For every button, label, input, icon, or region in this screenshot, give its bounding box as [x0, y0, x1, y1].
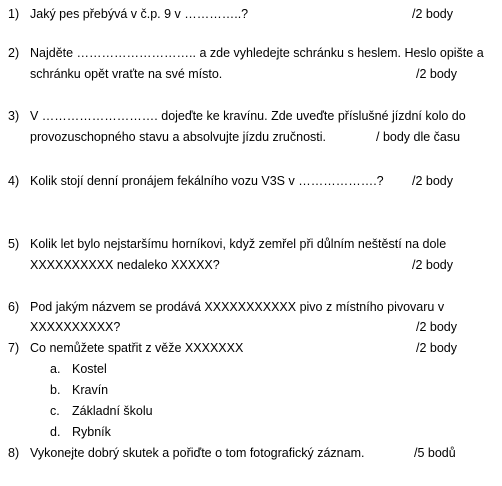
question-number: 5) — [8, 237, 20, 251]
question-number: 1) — [8, 7, 20, 21]
option-letter: b. — [50, 383, 61, 397]
question-points: /2 body — [412, 7, 454, 21]
question-points: /2 body — [416, 320, 458, 334]
question-number: 6) — [8, 300, 20, 314]
question-text-continued: XXXXXXXXXX? — [30, 320, 121, 334]
question-text: Kolik stojí denní pronájem fekálního vozu V3S v ……………….? — [30, 174, 384, 188]
option-letter: d. — [50, 425, 61, 439]
question-number: 3) — [8, 109, 20, 123]
question-points: / body dle času — [376, 130, 461, 144]
question-text: Co nemůžete spatřit z věže XXXXXXX — [30, 341, 244, 355]
question-text: Najděte ……………………….. a zde vyhledejte schránku s heslem. Heslo opište a — [30, 46, 484, 60]
option-letter: a. — [50, 362, 61, 376]
question-points: /2 body — [412, 174, 454, 188]
question-text: V ………………………. dojeďte ke kravínu. Zde uveďte příslušné jízdní kolo do — [30, 109, 466, 123]
question-points: /2 body — [412, 258, 454, 272]
question-text-continued: XXXXXXXXXX nedaleko XXXXX? — [30, 258, 220, 272]
question-points: /2 body — [416, 67, 458, 81]
option-text: Rybník — [72, 425, 111, 439]
option-letter: c. — [50, 404, 60, 418]
option-text: Kostel — [72, 362, 107, 376]
question-text-continued: provozuschopného stavu a absolvujte jízdu zručnosti. — [30, 130, 327, 144]
question-text-continued: schránku opět vraťte na své místo. — [30, 67, 223, 81]
question-points: /5 bodů — [414, 446, 456, 460]
question-number: 4) — [8, 174, 20, 188]
question-text: Pod jakým názvem se prodává XXXXXXXXXXX pivo z místního pivovaru v — [30, 300, 445, 314]
question-points: /2 body — [416, 341, 458, 355]
option-text: Základní školu — [72, 404, 153, 418]
question-number: 8) — [8, 446, 20, 460]
question-text: Vykonejte dobrý skutek a pořiďte o tom fotografický záznam. — [30, 446, 365, 460]
option-text: Kravín — [72, 383, 109, 397]
question-text: Jaký pes přebývá v č.p. 9 v …………..? — [30, 7, 249, 21]
question-number: 7) — [8, 341, 20, 355]
question-number: 2) — [8, 46, 20, 60]
question-text: Kolik let bylo nejstaršímu horníkovi, když zemřel při důlním neštěstí na dole — [30, 237, 447, 251]
